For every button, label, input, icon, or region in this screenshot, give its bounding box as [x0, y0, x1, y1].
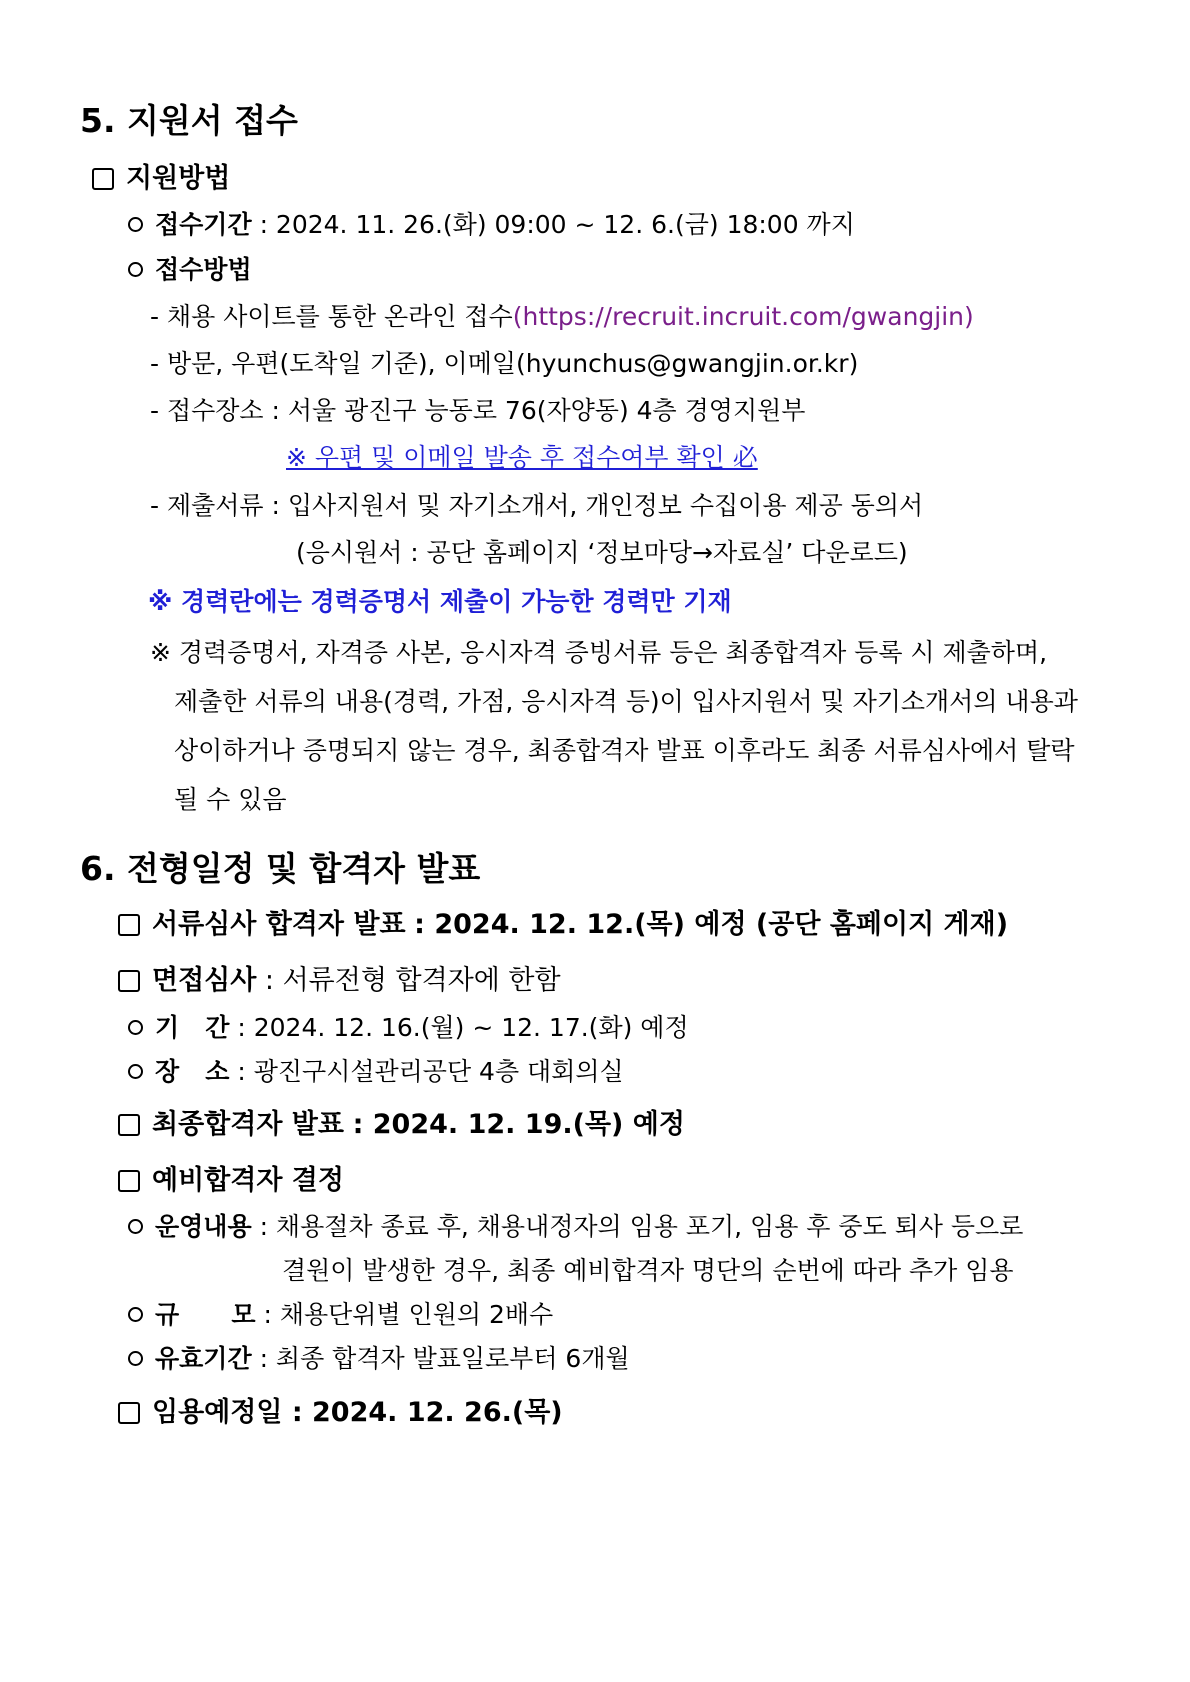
- interview-venue-row: [128, 1055, 624, 1089]
- reserve-row: [118, 1164, 344, 1198]
- place-note: ※ 우편 및 이메일 발송 후 접수여부 확인 必: [286, 443, 758, 472]
- checkbox-icon: [118, 1402, 140, 1424]
- final-value: : 2024. 12. 19.(목) 예정: [352, 1109, 685, 1140]
- recruit-link[interactable]: (https://recruit.incruit.com/gwangjin): [512, 302, 974, 331]
- circle-bullet-icon: [128, 217, 143, 232]
- operation-value-1: : 채용절차 종료 후, 채용내정자의 임용 포기, 임용 후 중도 퇴사 등으로: [259, 1212, 1024, 1241]
- checkbox-icon: [118, 914, 140, 936]
- checkbox-icon: [92, 168, 114, 190]
- notice-line-1: ※ 경력증명서, 자격증 사본, 응시자격 증빙서류 등은 최종합격자 등록 시 제출하며,: [150, 638, 1048, 667]
- circle-bullet-icon: [128, 1351, 143, 1366]
- notice-line-3: 상이하거나 증명되지 않는 경우, 최종합격자 발표 이후라도 최종 서류심사에서 탈락: [174, 736, 1075, 765]
- interview-venue-label: 장 소: [155, 1057, 230, 1086]
- section-5-title: 5. 지원서 접수: [80, 101, 298, 140]
- valid-row: [128, 1342, 630, 1376]
- circle-bullet-icon: [128, 1020, 143, 1035]
- place-row: - 접수장소 : 서울 광진구 능동로 76(자양동) 4층 경영지원부: [150, 396, 806, 425]
- interview-label: 면접심사: [152, 965, 257, 996]
- how-row: [128, 253, 252, 287]
- scale-row: [128, 1298, 553, 1332]
- checkbox-icon: [118, 1114, 140, 1136]
- doc-result-label: 서류심사 합격자 발표: [152, 909, 406, 940]
- notice-line-4: 될 수 있음: [174, 785, 287, 814]
- operation-value-2: 결원이 발생한 경우, 최종 예비합격자 명단의 순번에 따라 추가 임용: [282, 1256, 1014, 1285]
- circle-bullet-icon: [128, 1064, 143, 1079]
- operation-row: [128, 1210, 1023, 1244]
- interview-period-value: : 2024. 12. 16.(월) ~ 12. 17.(화) 예정: [237, 1013, 689, 1042]
- section-6-title: 6. 전형일정 및 합격자 발표: [80, 849, 481, 888]
- how-label: 접수방법: [155, 255, 252, 284]
- visit-row: - 방문, 우편(도착일 기준), 이메일(hyunchus@gwangjin.or.kr): [150, 349, 859, 378]
- final-row: [118, 1108, 685, 1142]
- method-title: 지원방법: [126, 163, 231, 194]
- checkbox-icon: [118, 970, 140, 992]
- appoint-label: 임용예정일: [152, 1397, 283, 1428]
- online-text: - 채용 사이트를 통한 온라인 접수: [150, 302, 513, 331]
- interview-value: : 서류전형 합격자에 한함: [264, 965, 561, 996]
- appoint-value: : 2024. 12. 26.(목): [291, 1397, 563, 1428]
- interview-venue-value: : 광진구시설관리공단 4층 대회의실: [237, 1057, 624, 1086]
- final-label: 최종합격자 발표: [152, 1109, 344, 1140]
- circle-bullet-icon: [128, 1307, 143, 1322]
- interview-row: [118, 964, 561, 998]
- online-row: [150, 300, 974, 334]
- circle-bullet-icon: [128, 262, 143, 277]
- scale-label: 규 모: [155, 1300, 256, 1329]
- period-label: 접수기간: [155, 210, 252, 239]
- docs-note: (응시원서 : 공단 홈페이지 ‘정보마당→자료실’ 다운로드): [296, 538, 908, 567]
- operation-label: 운영내용: [155, 1212, 252, 1241]
- scale-value: : 채용단위별 인원의 2배수: [263, 1300, 554, 1329]
- circle-bullet-icon: [128, 1219, 143, 1234]
- interview-period-label: 기 간: [155, 1013, 230, 1042]
- notice-line-2: 제출한 서류의 내용(경력, 가점, 응시자격 등)이 입사지원서 및 자기소개서의 내용과: [174, 687, 1078, 716]
- method-heading: [92, 162, 230, 196]
- career-note: ※ 경력란에는 경력증명서 제출이 가능한 경력만 기재: [148, 587, 732, 616]
- period-row: [128, 208, 855, 242]
- checkbox-icon: [118, 1170, 140, 1192]
- appoint-row: [118, 1396, 563, 1430]
- interview-period-row: [128, 1011, 689, 1045]
- doc-result-value: : 2024. 12. 12.(목) 예정 (공단 홈페이지 게재): [414, 909, 1009, 940]
- valid-label: 유효기간: [155, 1344, 252, 1373]
- doc-result-row: [118, 908, 1008, 942]
- period-value: : 2024. 11. 26.(화) 09:00 ~ 12. 6.(금) 18:00 까지: [259, 210, 855, 239]
- reserve-label: 예비합격자 결정: [152, 1165, 344, 1196]
- valid-value: : 최종 합격자 발표일로부터 6개월: [259, 1344, 630, 1373]
- docs-row: - 제출서류 : 입사지원서 및 자기소개서, 개인정보 수집이용 제공 동의서: [150, 491, 924, 520]
